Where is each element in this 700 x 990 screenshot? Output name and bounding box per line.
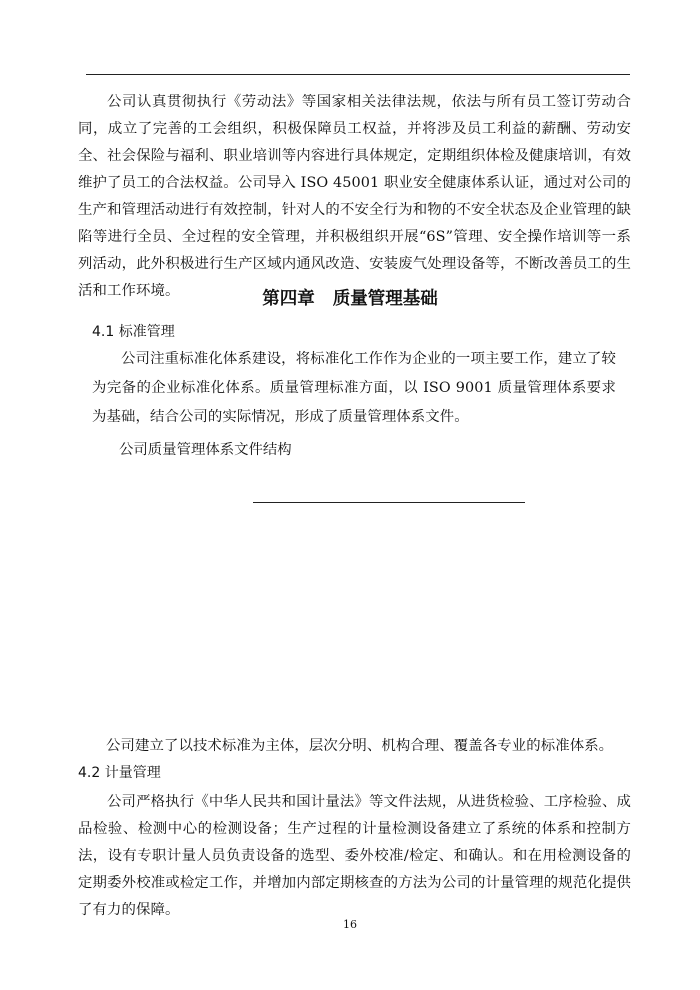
chapter-number: 第四章 (262, 289, 315, 309)
paragraph-metrology: 公司严格执行《中华人民共和国计量法》等文件法规，从进货检验、工序检验、成品检验、检测中心的检测设备；生产过程的计量检测设备建立了系统的体系和控制方法，设有专职计量人员负责设备的选型、委外校准/检定、和确认。和在用检测设备的定期委外校准或检定工作，并增加内部定期核查的方法为公司的计量管理的规范化提供了有力的保障。 (78, 794, 631, 918)
figure-placeholder (92, 520, 612, 720)
paragraph-labor-rights: 公司认真贯彻执行《劳动法》等国家相关法律法规，依法与所有员工签订劳动合同，成立了完善的工会组织，积极保障员工权益，并将涉及员工利益的薪酬、劳动安全、社会保险与福利、职业培训等内容进行具体规定，定期组织体检及健康培训，有效维护了员工的合法权益。公司导入 ISO 45001 职业安全健康体系认证，通过对公司的生产和管理活动进行有效控制，针对人的不安全行为和物的不安全状态及企业管理的缺陷等进行全员、全过程的安全管理，并积极组织开展“6S”管理、安全操作培训等一系列活动，此外积极进行生产区域内通风改造、安装废气处理设备等，不断改善员工的生活和工作环境。 (78, 94, 631, 299)
figure-rule (253, 502, 525, 503)
page-number: 16 (343, 918, 357, 931)
chapter-title: 质量管理基础 (332, 289, 438, 309)
paragraph-standard-system: 公司建立了以技术标准为主体，层次分明、机构合理、覆盖各专业的标准体系。 (106, 738, 614, 754)
header-rule (86, 74, 630, 75)
section-heading-4-1: 4.1 标准管理 (92, 324, 175, 340)
paragraph-standardization: 公司注重标准化体系建设，将标准化工作作为企业的一项主要工作，建立了较为完备的企业标准化体系。质量管理标准方面，以 ISO 9001 质量管理体系要求为基础，结合公司的实际情况，形成了质量管理体系文件。 (92, 351, 616, 425)
section-heading-4-2: 4.2 计量管理 (78, 765, 161, 781)
chapter-heading (0, 285, 700, 310)
figure-caption: 公司质量管理体系文件结构 (119, 442, 292, 458)
